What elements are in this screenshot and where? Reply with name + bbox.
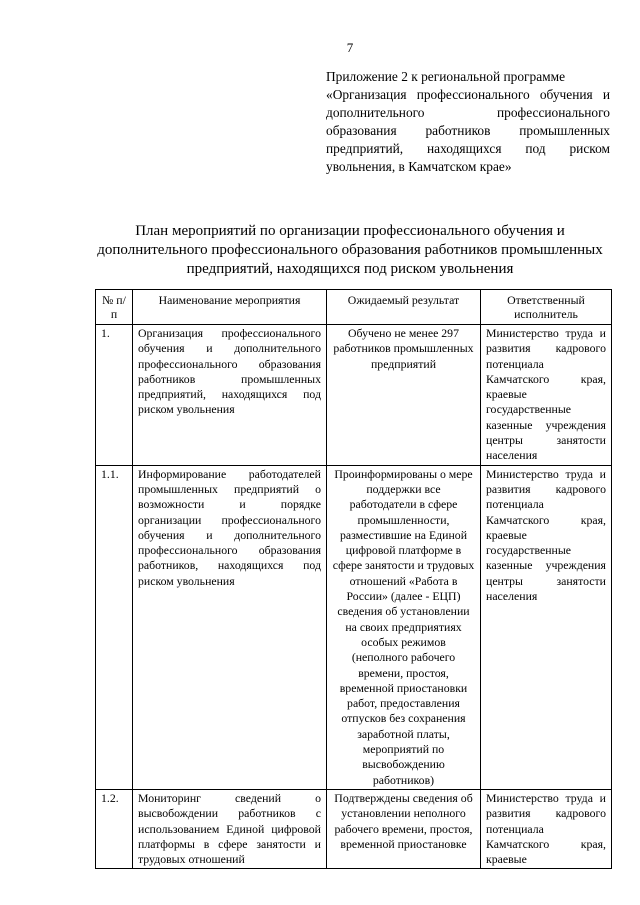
plan-title: План мероприятий по организации профессионального обучения и дополнительного профессионального образования работников промышленных предприятий, находящихся под риском увольнения [97, 223, 603, 277]
row-responsible: Министерство труда и развития кадрового потенциала Камчатского края, краевые государственные казенные учреждения центры занятости населения [481, 325, 612, 466]
row-result: Проинформированы о мере поддержки все работодатели в сфере промышленности, разместившие на Единой цифровой платформе в сфере занятости и трудовых отношений «Работа в России» (далее - ЕЦП) сведения об установлении на своих предприятиях особых режимов (неполного рабочего времени, простоя, временной приостановки работ, предоставления отпусков без сохранения заработной платы, мероприятий по высвобождению работников) [327, 465, 481, 789]
page-number: 7 [346, 40, 354, 55]
row-name: Организация профессионального обучения и дополнительного профессионального образования работников промышленных предприятий, находящихся под риском увольнения [133, 325, 327, 466]
header-num: № п/п [96, 290, 133, 325]
header-name: Наименование мероприятия [133, 290, 327, 325]
table-row [96, 789, 612, 868]
row-name: Информирование работодателей промышленных предприятий о возможности и порядке организации профессионального обучения и дополнительного профессионального образования работников, находящихся под риском увольнения [133, 465, 327, 789]
row-result: Подтверждены сведения об установлении неполного рабочего времени, простоя, временной приостановке [327, 789, 481, 868]
table-row [96, 325, 612, 466]
appendix-program-name: «Организация профессионального обучения и дополнительного профессионального образования работников промышленных предприятий, находящихся под риском увольнения, в Камчатском крае» [326, 87, 610, 174]
table-row [96, 465, 612, 789]
row-name: Мониторинг сведений о высвобождении работников с использованием Единой цифровой платформы в сфере занятости и трудовых отношений [133, 789, 327, 868]
header-result: Ожидаемый результат [327, 290, 481, 325]
row-num: 1.2. [96, 789, 133, 868]
plan-table [95, 289, 612, 869]
header-responsible: Ответственный исполнитель [481, 290, 612, 325]
row-num: 1.1. [96, 465, 133, 789]
row-num: 1. [96, 325, 133, 466]
row-responsible: Министерство труда и развития кадрового потенциала Камчатского края, краевые государственные казенные учреждения центры занятости населения [481, 465, 612, 789]
appendix-heading [326, 68, 610, 176]
row-result: Обучено не менее 297 работников промышленных предприятий [327, 325, 481, 466]
table-header-row [96, 290, 612, 325]
appendix-line: Приложение 2 к региональной программе [326, 69, 566, 84]
row-responsible: Министерство труда и развития кадрового потенциала Камчатского края, краевые [481, 789, 612, 868]
